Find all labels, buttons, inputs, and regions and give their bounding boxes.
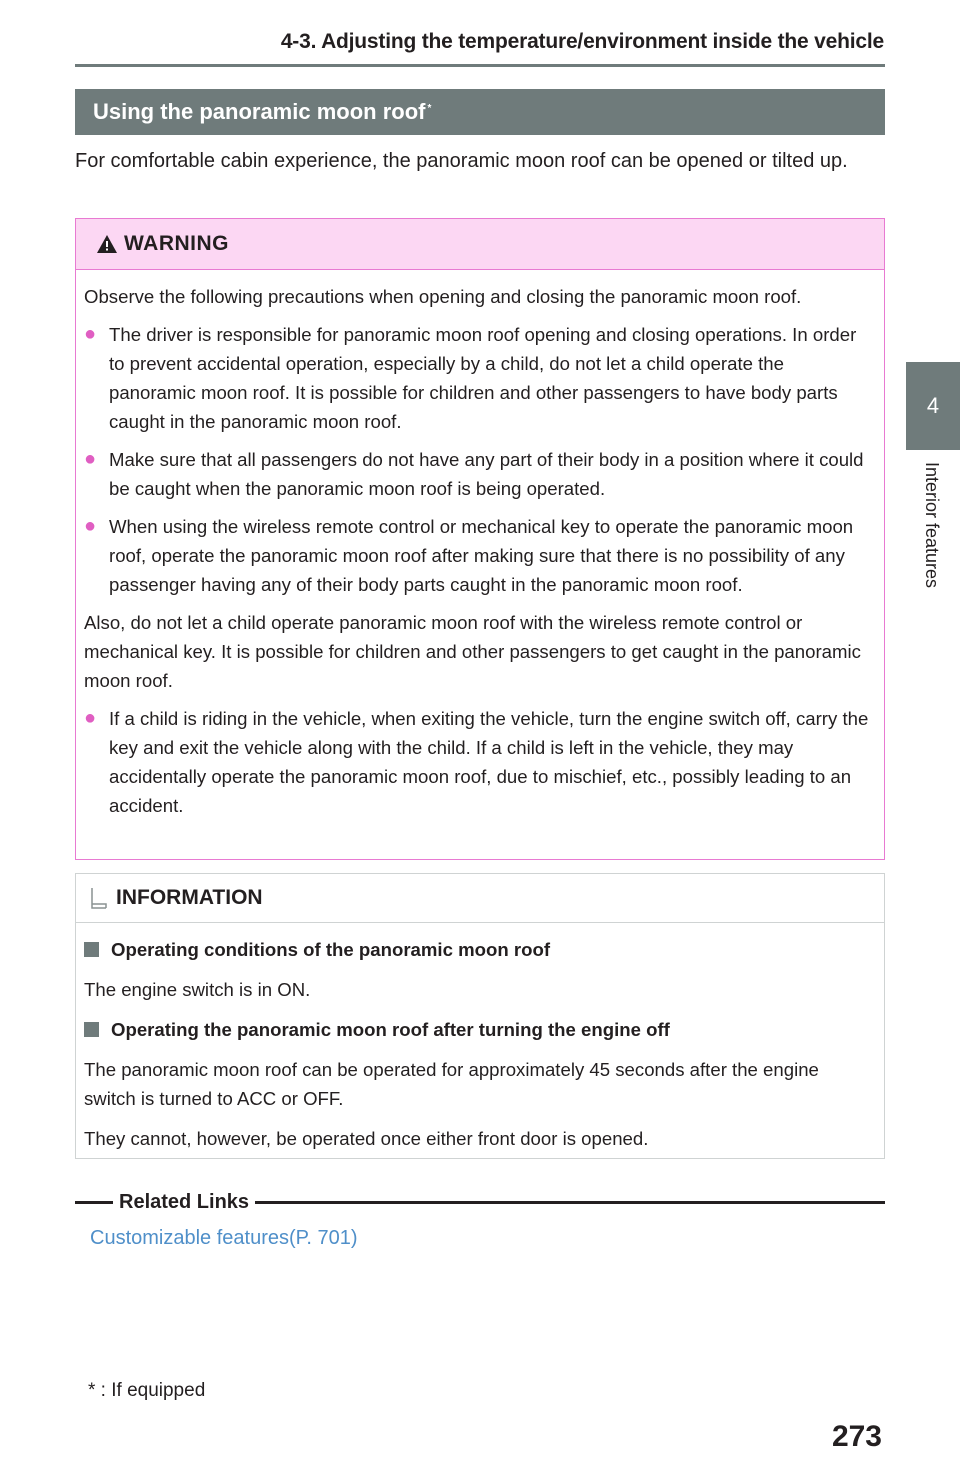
information-text: They cannot, however, be operated once either front door is opened. (84, 1128, 649, 1149)
section-title-mark: * (427, 102, 432, 114)
related-links-heading (75, 1188, 885, 1216)
bullet-dot-icon: ● (84, 323, 97, 345)
information-text: The engine switch is in ON. (84, 979, 311, 1000)
section-title-bar (75, 89, 885, 135)
chapter-tab[interactable] (906, 362, 960, 450)
warning-header (76, 219, 884, 270)
note-icon (90, 886, 108, 910)
information-header (76, 874, 884, 923)
information-subheading: Operating conditions of the panoramic moon roof (84, 935, 874, 964)
warning-body (76, 270, 884, 820)
warning-lead: Observe the following precautions when opening and closing the panoramic moon roof. (84, 286, 802, 307)
square-bullet-icon (84, 942, 99, 957)
intro-paragraph: For comfortable cabin experience, the panoramic moon roof can be opened or tilted up. (75, 150, 848, 172)
related-link-customizable-features[interactable]: Customizable features(P. 701) (90, 1227, 358, 1249)
square-bullet-icon (84, 1022, 99, 1037)
information-text: The panoramic moon roof can be operated for approximately 45 seconds after the engine switch is turned to ACC or OFF. (84, 1059, 819, 1109)
warning-extra-paragraph: Also, do not let a child operate panoramic moon roof with the wireless remote control or mechanical key. It is possible for children and other passengers to get caught in the panoramic moon roof. (84, 612, 861, 691)
footnote: * : If equipped (88, 1380, 206, 1401)
divider (75, 1201, 113, 1204)
warning-box (75, 218, 885, 860)
warning-title: WARNING (124, 232, 229, 255)
bullet-dot-icon: ● (84, 515, 97, 537)
chapter-label: Interior features (922, 462, 942, 589)
warning-bullet: ● When using the wireless remote control or mechanical key to operate the panoramic moon roof, operate the panoramic moon roof after making sure that there is no possibility of any passenger having any of their body parts caught in the panoramic moon roof. (84, 512, 874, 599)
information-body (76, 923, 884, 1153)
warning-bullet: ● If a child is riding in the vehicle, when exiting the vehicle, turn the engine switch off, carry the key and exit the vehicle along with the child. If a child is left in the vehicle, they may accidentally operate the panoramic moon roof, due to mischief, etc., possibly leading to an accident. (84, 704, 874, 820)
bullet-dot-icon: ● (84, 707, 97, 729)
information-subheading: Operating the panoramic moon roof after turning the engine off (84, 1015, 874, 1044)
related-links-title: Related Links (119, 1190, 250, 1213)
warning-triangle-icon (96, 234, 118, 254)
chapter-number: 4 (926, 393, 940, 418)
bullet-dot-icon: ● (84, 448, 97, 470)
header-rule (75, 64, 885, 67)
running-header: 4-3. Adjusting the temperature/environment inside the vehicle (280, 30, 884, 53)
information-title: INFORMATION (116, 886, 263, 909)
information-box (75, 873, 885, 1159)
section-title: Using the panoramic moon roof (93, 99, 426, 124)
warning-bullet: ● The driver is responsible for panoramic moon roof opening and closing operations. In order to prevent accidental operation, especially by a child, do not let a child operate the panoramic moon roof. It is possible for children and other passengers to have body parts caught in the panoramic moon roof. (84, 320, 874, 436)
divider (255, 1201, 885, 1204)
warning-bullet: ● Make sure that all passengers do not have any part of their body in a position where it could be caught when the panoramic moon roof is being operated. (84, 445, 874, 503)
page-number: 273 (831, 1420, 882, 1453)
